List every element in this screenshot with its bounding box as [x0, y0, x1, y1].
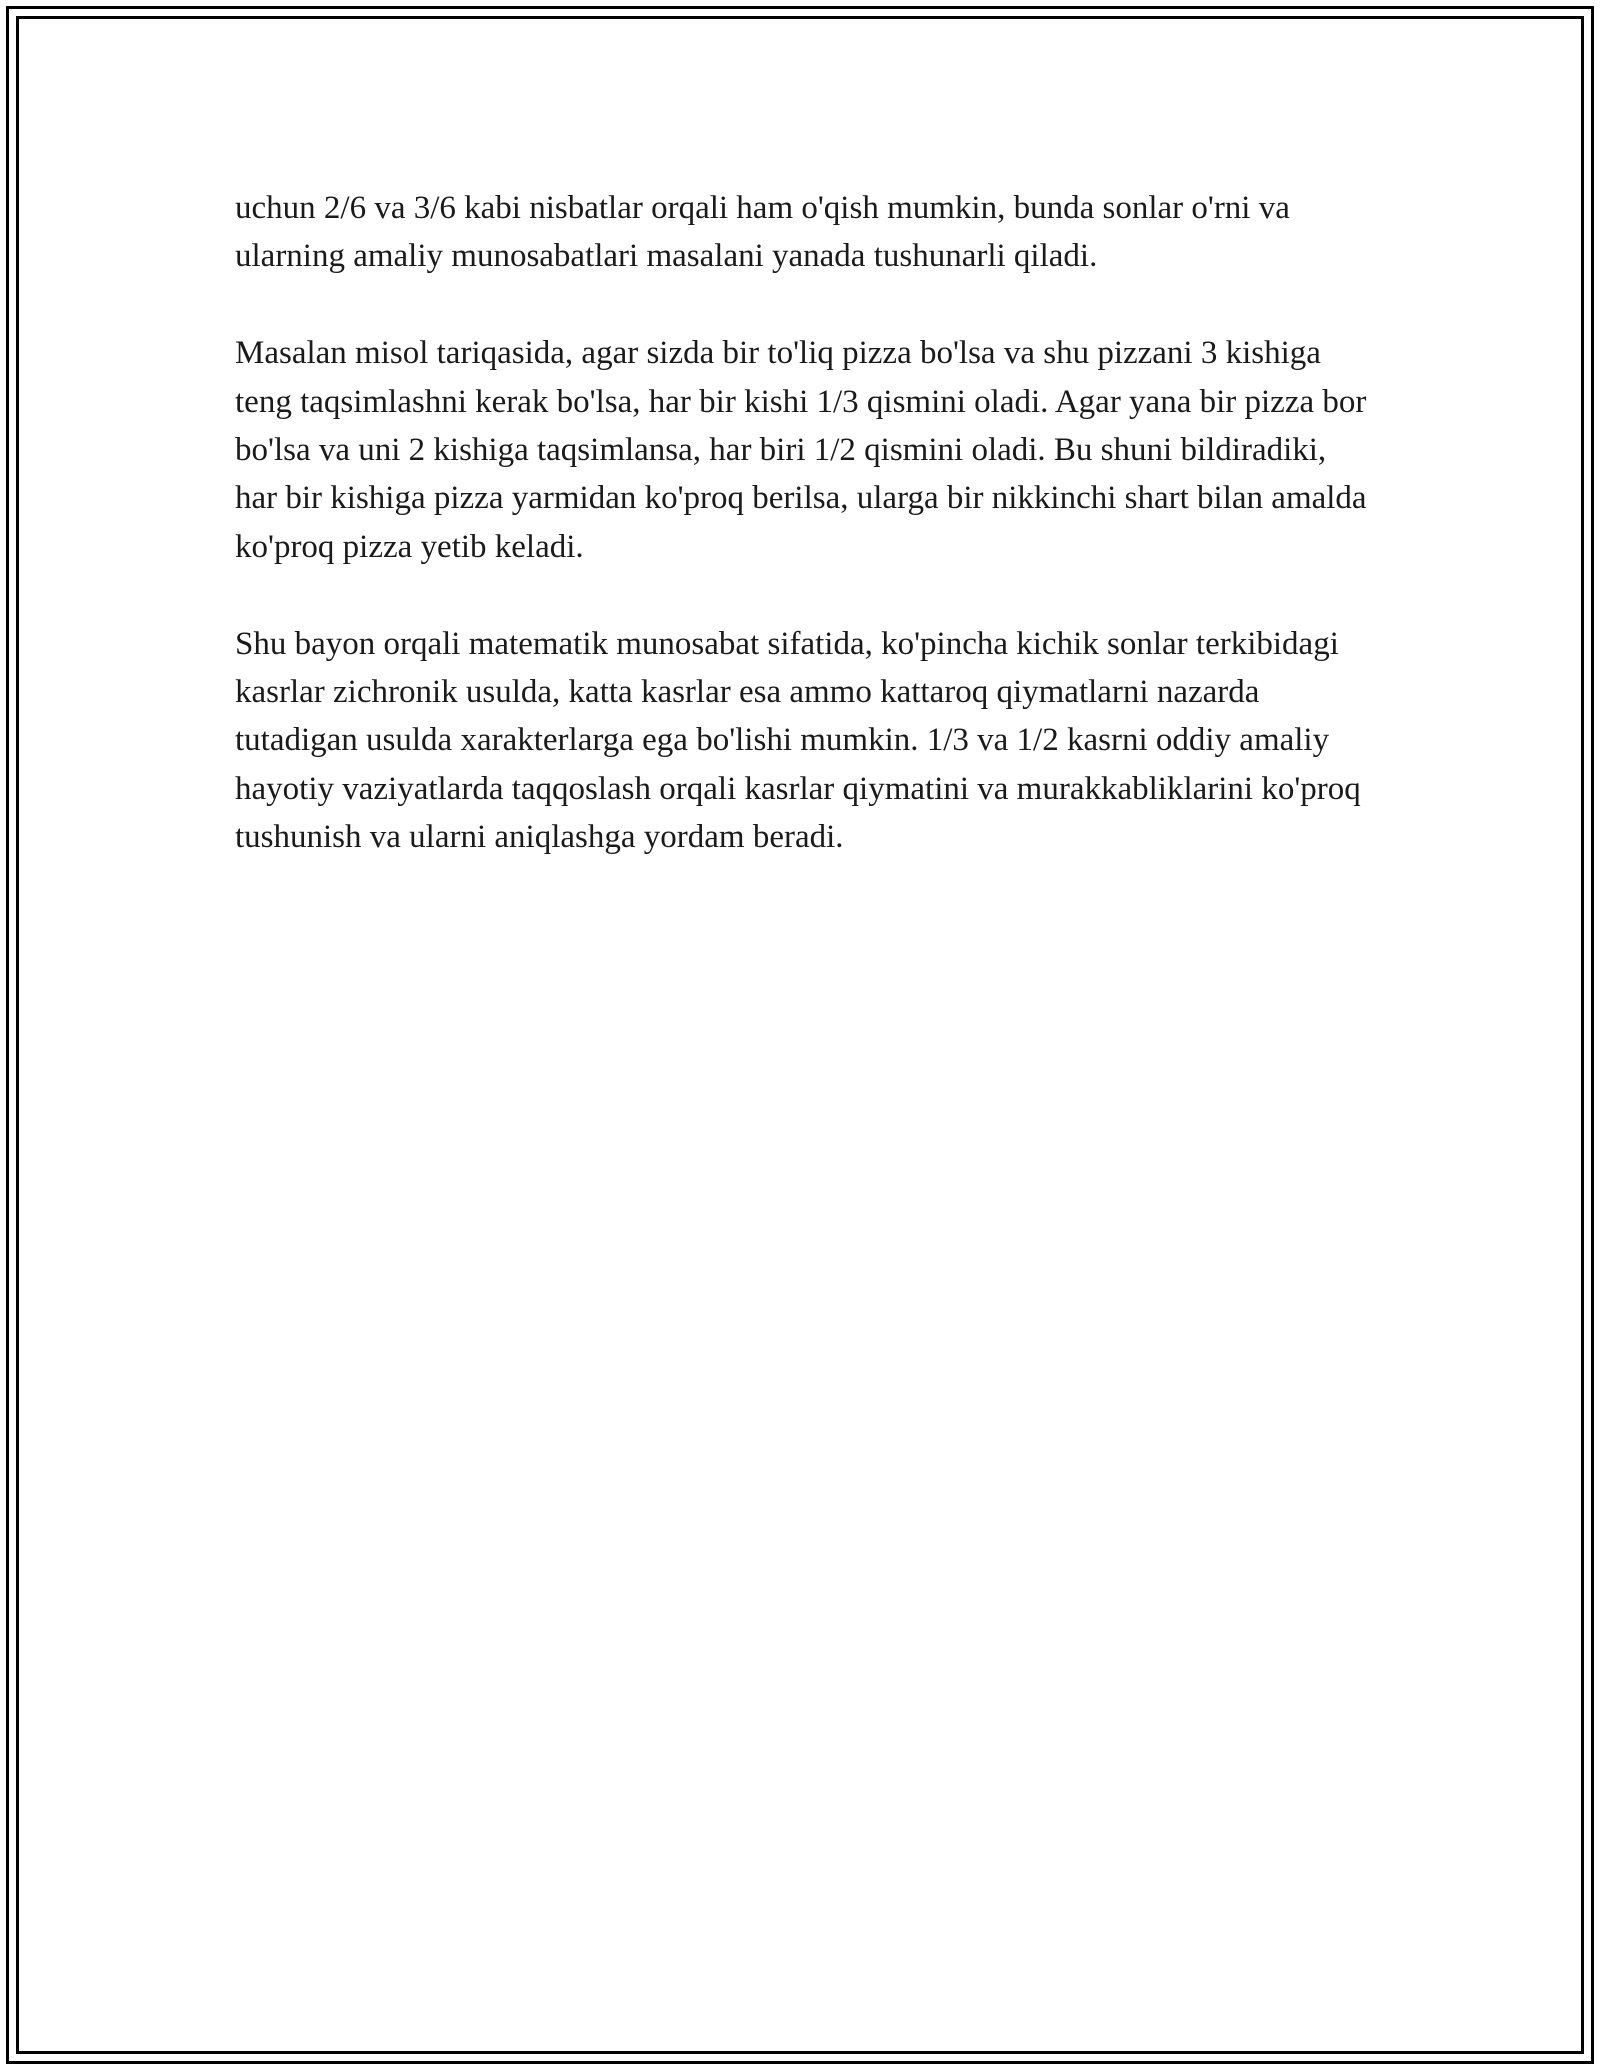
document-body [235, 184, 1370, 862]
paragraph-1: uchun 2/6 va 3/6 kabi nisbatlar orqali ham o'qish mumkin, bunda sonlar o'rni va ularning amaliy munosabatlari masalani yanada tushunarli qiladi. [235, 190, 1290, 275]
paragraph-3: Shu bayon orqali matematik munosabat sifatida, ko'pincha kichik sonlar terkibidagi kasrlar zichronik usulda, katta kasrlar esa ammo kattaroq qiymatlarni nazarda tutadigan usulda xarakterlarga ega bo'lishi mumkin. 1/3 va 1/2 kasrni oddiy amaliy hayotiy vaziyatlarda taqqoslash orqali kasrlar qiymatini va murakkabliklarini ko'proq tushunish va ularni aniqlashga yordam beradi. [235, 625, 1361, 856]
paragraph-2: Masalan misol tariqasida, agar sizda bir to'liq pizza bo'lsa va shu pizzani 3 kishiga teng taqsimlashni kerak bo'lsa, har bir kishi 1/3 qismini oladi. Agar yana bir pizza bor bo'lsa va uni 2 kishiga taqsimlansa, har biri 1/2 qismini oladi. Bu shuni bildiradiki, har bir kishiga pizza yarmidan ko'proq berilsa, ularga bir nikkinchi shart bilan amalda ko'proq pizza yetib keladi. [235, 335, 1367, 565]
